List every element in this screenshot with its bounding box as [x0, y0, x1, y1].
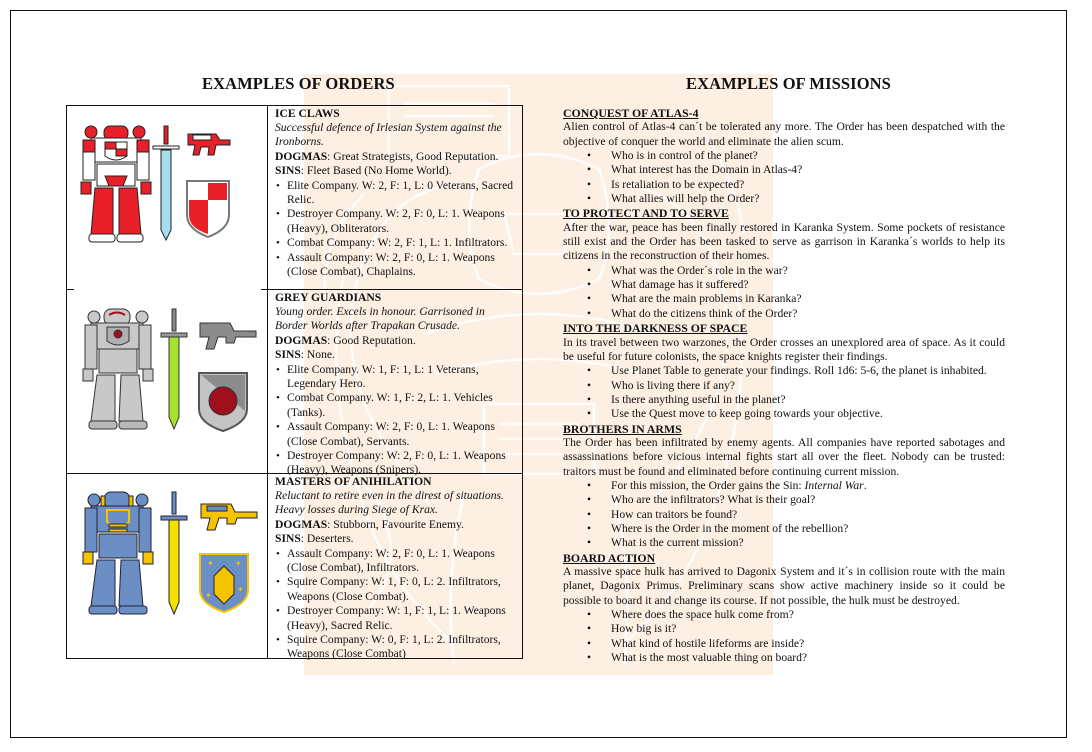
mission-question: • Where does the space hulk come from? — [563, 608, 1005, 622]
order-sins — [275, 348, 516, 362]
mission-question: • Where is the Order in the moment of the rebellion? — [563, 522, 1005, 536]
company-item: • Squire Company: W: 0, F: 1, L: 2. Infiltrators, Weapons (Close Combat) — [275, 633, 516, 661]
mission-question-sin — [563, 479, 1005, 493]
sins-label: SINS — [275, 163, 301, 177]
order-dogmas — [275, 150, 516, 164]
dogmas-value: : Stubborn, Favourite Enemy. — [327, 517, 464, 531]
mission-question: • Who is in control of the planet? — [563, 149, 1005, 163]
mission-into-the-darkness-of-space — [563, 321, 1005, 421]
ice-claws-knight-icon — [67, 106, 267, 290]
order-text-cell — [267, 289, 523, 477]
mission-title: BOARD ACTION — [563, 550, 656, 565]
missions-list — [563, 106, 1005, 665]
mission-title: INTO THE DARKNESS OF SPACE — [563, 321, 748, 336]
order-dogmas — [275, 518, 516, 532]
mission-question: • What interest has the Domain in Atlas-4? — [563, 163, 1005, 177]
mission-question: • What are the main problems in Karanka? — [563, 292, 1005, 306]
company-list — [275, 547, 516, 662]
mission-questions — [563, 149, 1005, 206]
mission-body: The Order has been infiltrated by enemy agents. All companies have reported sabotages and assassinations before vicious internal fights start all over the fleet. Nobody can be trusted: traitors must be found and eliminated before continuing current mission. — [563, 435, 1005, 478]
grey-guardians-knight-icon — [67, 289, 267, 473]
mission-board-action — [563, 551, 1005, 666]
company-item: • Combat Company. W: 1, F: 2, L: 1. Vehicles (Tanks). — [275, 391, 516, 419]
company-item: • Elite Company. W: 2, F: 1, L: 0 Veterans, Sacred Relic. — [275, 179, 516, 207]
order-name: GREY GUARDIANS — [275, 291, 382, 304]
svg-text:✦: ✦ — [237, 585, 244, 594]
dogmas-label: DOGMAS — [275, 333, 328, 347]
company-item: • Destroyer Company. W: 2, F: 0, L: 1. Weapons (Heavy), Obliterators. — [275, 207, 516, 235]
mission-question: • Use the Quest move to keep going towards your objective. — [563, 407, 1005, 421]
mission-title: TO PROTECT AND TO SERVE — [563, 206, 729, 221]
mission-question: • What do the citizens think of the Order? — [563, 307, 1005, 321]
company-item: • Combat Company: W: 2, F: 1, L: 1. Infiltrators. — [275, 236, 516, 250]
order-row-masters-of-anihilation — [66, 473, 523, 659]
sins-label: SINS — [275, 531, 301, 545]
svg-text:✦: ✦ — [207, 559, 214, 568]
order-row-ice-claws — [66, 105, 523, 290]
mission-question: • Who is living there if any? — [563, 379, 1005, 393]
company-item: • Assault Company: W: 2, F: 0, L: 1. Weapons (Close Combat), Chaplains. — [275, 251, 516, 279]
mission-question: • Use Planet Table to generate your findings. Roll 1d6: 5-6, the planet is inhabited. — [563, 364, 1005, 378]
order-name: ICE CLAWS — [275, 107, 340, 120]
mission-question: • What damage has it suffered? — [563, 278, 1005, 292]
mission-body: A massive space hulk has arrived to Dagonix System and it´s in collision route with the main planet, Dagonix Primus. Preliminary scans show active machinery inside so it could be possible to board it and change its course. If not possible, the hulk must be destroyed. — [563, 565, 1005, 607]
svg-text:✦: ✦ — [235, 559, 242, 568]
company-item: • Destroyer Company: W: 2, F: 0, L: 1. Weapons (Heavy), Weapons (Snipers). — [275, 449, 516, 477]
dogmas-value: : Good Reputation. — [327, 333, 416, 347]
mission-question: • Is there anything useful in the planet? — [563, 393, 1005, 407]
sins-value: : Fleet Based (No Home World). — [300, 163, 452, 177]
mission-questions — [563, 264, 1005, 321]
order-row-grey-guardians — [66, 289, 523, 477]
dogmas-value: : Great Strategists, Good Reputation. — [327, 149, 499, 163]
mission-to-protect-and-to-serve — [563, 206, 1005, 321]
order-text-cell — [267, 106, 523, 290]
order-illustration-cell — [66, 289, 267, 473]
order-dogmas — [275, 334, 516, 348]
mission-questions — [563, 479, 1005, 551]
company-list — [275, 179, 516, 280]
sins-value: : Deserters. — [300, 531, 354, 545]
sins-value: : None. — [300, 347, 335, 361]
company-item: • Assault Company: W: 2, F: 0, L: 1. Weapons (Close Combat), Servants. — [275, 420, 516, 448]
mission-question: • Is retaliation to be expected? — [563, 178, 1005, 192]
mission-body: Alien control of Atlas-4 can´t be tolerated any more. The Order has been despatched with the objective of conquer the world and eliminate the alien scum. — [563, 120, 1005, 148]
missions-section-title: EXAMPLES OF MISSIONS — [686, 74, 891, 93]
company-item: • Destroyer Company: W: 1, F: 1, L: 1. Weapons (Heavy), Sacred Relic. — [275, 604, 516, 632]
company-item: • Squire Company: W: 1, F: 0, L: 2. Infiltrators, Weapons (Close Combat). — [275, 575, 516, 603]
dogmas-label: DOGMAS — [275, 517, 328, 531]
sins-label: SINS — [275, 347, 301, 361]
mission-question: • What is the most valuable thing on board? — [563, 651, 1005, 665]
mission-questions — [563, 364, 1005, 421]
mission-questions — [563, 608, 1005, 665]
orders-section-title: EXAMPLES OF ORDERS — [202, 74, 395, 93]
order-sins — [275, 164, 516, 178]
order-description: Successful defence of Irlesian System against the Ironborns. — [275, 121, 502, 149]
mission-conquest-of-atlas-4 — [563, 106, 1005, 206]
order-description: Reluctant to retire even in the direst of situations. Heavy losses during Siege of Krax. — [275, 489, 504, 517]
sin-suffix: . — [863, 478, 867, 492]
mission-brothers-in-arms — [563, 422, 1005, 551]
mission-question: • What allies will help the Order? — [563, 192, 1005, 206]
sin-prefix: For this mission, the Order gains the Sin: — [611, 478, 805, 492]
svg-text:✦: ✦ — [205, 591, 212, 600]
mission-question: • What is the current mission? — [563, 536, 1005, 550]
company-item: • Elite Company. W: 1, F: 1, L: 1 Veterans, Legendary Hero. — [275, 363, 516, 391]
order-illustration-cell — [66, 106, 267, 290]
dogmas-label: DOGMAS — [275, 149, 328, 163]
mission-question: • What kind of hostile lifeforms are inside? — [563, 637, 1005, 651]
mission-question: • What was the Order´s role in the war? — [563, 264, 1005, 278]
masters-of-anihilation-knight-icon — [67, 474, 267, 658]
mission-question: • Who are the infiltrators? What is their goal? — [563, 493, 1005, 507]
sin-value: Internal War — [804, 478, 864, 492]
order-illustration-cell — [66, 474, 267, 658]
company-item: • Assault Company: W: 2, F: 0, L: 1. Weapons (Close Combat), Infiltrators. — [275, 547, 516, 575]
mission-question: • How big is it? — [563, 622, 1005, 636]
mission-body: After the war, peace has been finally restored in Karanka System. Some pockets of resistance still exist and the Order has been tasked to serve as garrison in Karanka´s worlds to help its citizens in the reconstruction of their homes. — [563, 220, 1005, 263]
order-description: Young order. Excels in honour. Garrisoned in Border Worlds after Trapakan Crusade. — [275, 305, 485, 333]
orders-table — [66, 105, 523, 661]
mission-title: BROTHERS IN ARMS — [563, 421, 682, 436]
mission-question: • How can traitors be found? — [563, 508, 1005, 522]
mission-body: In its travel between two warzones, the Order crosses an unexplored area of space. As it could be useful for future colonists, the space knights register their findings. — [563, 335, 1005, 363]
order-name: MASTERS OF ANIHILATION — [275, 475, 432, 488]
order-sins — [275, 532, 516, 546]
order-text-cell — [267, 474, 523, 661]
mission-title: CONQUEST OF ATLAS-4 — [563, 106, 699, 120]
company-list — [275, 363, 516, 478]
